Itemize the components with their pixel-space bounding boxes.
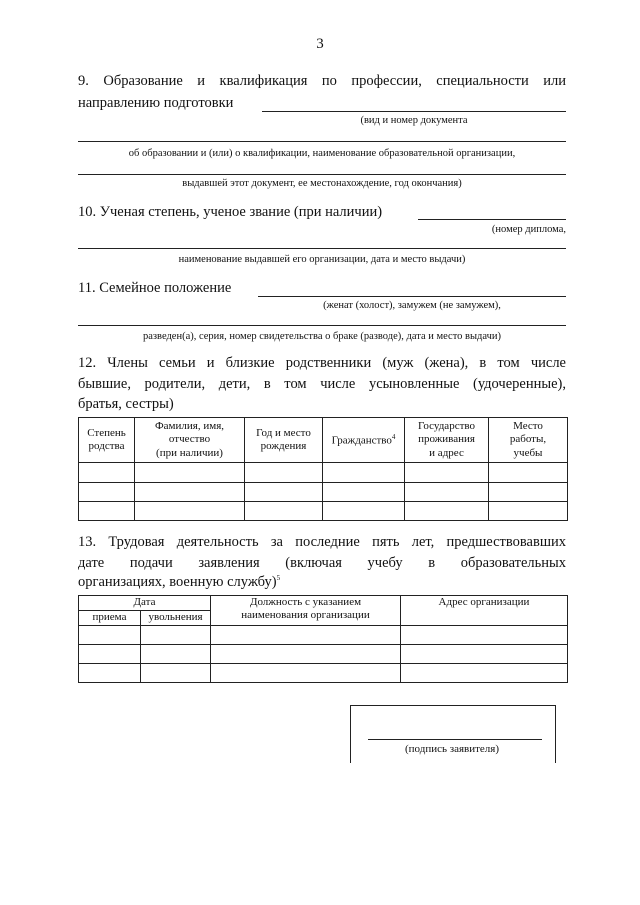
employment-header-start: приема [79, 611, 141, 626]
family-header-name: Фамилия, имя, отчество (при наличии) [135, 418, 245, 463]
employment-header-address: Адрес организации [401, 596, 568, 626]
table-row [79, 502, 568, 521]
family-header-citizenship: Гражданство$^4$ [323, 418, 405, 463]
employment-table-header-row-1 [79, 596, 568, 611]
section-10-fill-line-2 [78, 248, 566, 249]
section-9-fill-line-2 [78, 141, 566, 142]
section-9-hint-1: (вид и номер документа [360, 115, 468, 126]
employment-header-date: Дата [79, 596, 211, 611]
table-row [79, 463, 568, 483]
section-13-line-2: дате подачи заявления (включая учебу в образовательных [78, 555, 566, 571]
section-13-line-3: организациях, военную службу)$^5$ [78, 574, 281, 590]
employment-header-position: Должность с указанием наименования организации [211, 596, 401, 626]
family-header-work: Место работы, учебы [489, 418, 568, 463]
section-12-line-3: братья, сестры) [78, 396, 174, 412]
section-11-line-1: 11. Семейное положение [78, 280, 232, 296]
section-9-fill-line-3 [78, 174, 566, 175]
section-11-fill-line-1 [258, 296, 566, 297]
section-9-line-2: направлению подготовки [78, 95, 234, 111]
family-header-residence: Государство проживания и адрес [405, 418, 489, 463]
section-9-line-1: 9. Образование и квалификация по профессии, специальности или [78, 73, 566, 89]
page-number: 3 [316, 36, 324, 52]
section-11-fill-line-2 [78, 325, 566, 326]
table-row [79, 664, 568, 683]
signature-caption: (подпись заявителя) [404, 743, 500, 755]
section-13-line-1: 13. Трудовая деятельность за последние пять лет, предшествовавших [78, 534, 566, 550]
section-11-hint-2: разведен(а), серия, номер свидетельства о браке (разводе), дата и место выдачи) [142, 331, 502, 342]
section-9-fill-line-1 [262, 111, 566, 112]
signature-line[interactable] [368, 739, 542, 740]
family-table [78, 417, 568, 521]
employment-header-end: увольнения [141, 611, 211, 626]
section-9-hint-3: выдавшей этот документ, ее местонахождение, год окончания) [182, 178, 462, 189]
section-10-fill-line-1 [418, 219, 566, 220]
section-12-line-2: бывшие, родители, дети, в том числе усыновленные (удочеренные), [78, 376, 566, 392]
section-9-hint-2: об образовании и (или) о квалификации, наименование образовательной организации, [128, 148, 516, 159]
family-header-birth: Год и место рождения [245, 418, 323, 463]
section-10-hint-1: (номер диплома, [491, 224, 566, 235]
employment-table [78, 595, 568, 683]
section-10-hint-2: наименование выдавшей его организации, дата и место выдачи) [178, 254, 466, 265]
section-11-hint-1: (женат (холост), замужем (не замужем), [323, 300, 501, 311]
family-header-relation: Степень родства [79, 418, 135, 463]
table-row [79, 626, 568, 645]
family-table-header-row [79, 418, 568, 463]
section-10-line-1: 10. Ученая степень, ученое звание (при наличии) [78, 204, 383, 220]
table-row [79, 483, 568, 502]
table-row [79, 645, 568, 664]
section-12-line-1: 12. Члены семьи и близкие родственники (муж (жена), в том числе [78, 355, 566, 371]
